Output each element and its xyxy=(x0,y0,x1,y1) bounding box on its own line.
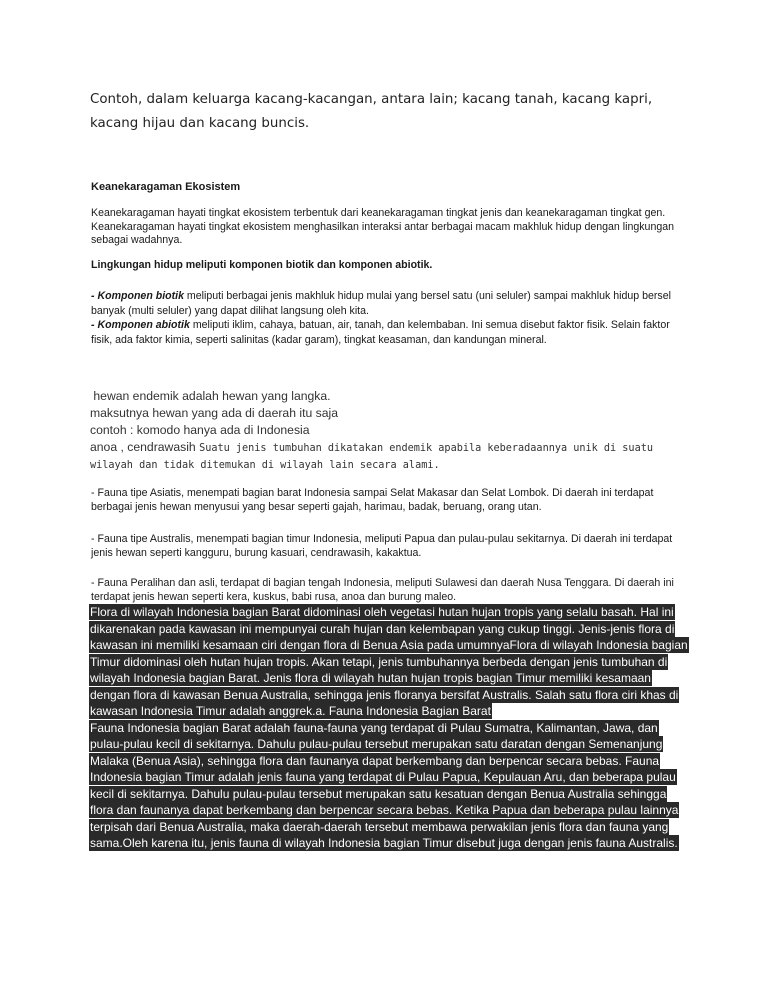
endemik-definition-part-2: wilayah dan tidak ditemukan di wilayah lain secara alami. xyxy=(90,460,440,471)
highlighted-text-2: Fauna Indonesia bagian Barat adalah fauna-fauna yang terdapat di Pulau Sumatra, Kalimantan, Jawa, dan pulau-pulau kecil di sekitarnya. Dahulu pulau-pulau tersebut merupakan satu daratan dengan Semenanjung Malaka (Benua Asia), sehingga flora dan faunanya dapat berkembang dan berpencar secara bebas. Fauna Indonesia bagian Timur adalah jenis fauna yang terdapat di Pulau Papua, Kepulauan Aru, dan beberapa pulau kecil di sekitarnya. Dahulu pulau-pulau tersebut merupakan satu kesatuan dengan Benua Australia sehingga flora dan faunanya dapat berkembang dan berpencar secara bebas. Ketika Papua dan beberapa pulau lainnya terpisah dari Benua Australia, maka daerah-daerah tersebut membawa perwakilan jenis flora dan fauna yang sama.Oleh karena itu, jenis fauna di wilayah Indonesia bagian Timur disebut juga dengan jenis fauna Australis. xyxy=(90,720,679,850)
endemik-block xyxy=(90,388,690,474)
komponen-paragraph xyxy=(91,289,691,347)
section-title: Keanekaragaman Ekosistem xyxy=(91,181,241,193)
endemik-line-3: contoh : komodo hanya ada di Indonesia xyxy=(90,423,310,437)
endemik-line-4-text: anoa , cendrawasih xyxy=(90,440,200,454)
fauna-australis-paragraph: - Fauna tipe Australis, menempati bagian timur Indonesia, meliputi Papua dan pulau-pulau sekitarnya. Di daerah ini terdapat jenis hewan seperti kangguru, burung kasuari, cendrawasih, kakaktua. xyxy=(91,533,673,559)
abiotik-item xyxy=(91,318,691,347)
highlighted-text-1: Flora di wilayah Indonesia bagian Barat didominasi oleh vegetasi hutan hujan tropis yang selalu basah. Hal ini dikarenakan pada kawasan ini mempunyai curah hujan dan kelembapan yang cukup tinggi. Jenis-jenis flora di kawasan ini memiliki kesamaan ciri dengan flora di Benua Asia pada umumnyaFlora di wilayah Indonesia bagian Timur didominasi oleh hutan hujan tropis. Akan tetapi, jenis tumbuhannya berbeda dengan jenis tumbuhan di wilayah Indonesia bagian Barat. Jenis flora di wilayah hutan hujan tropis bagian Timur memiliki kesamaan dengan flora di kawasan Benua Australia, sehingga jenis floranya bersifat Australis. Salah satu flora ciri khas di kawasan Indonesia Timur adalah anggrek.a. Fauna Indonesia Bagian Barat xyxy=(90,605,688,718)
endemik-line-2: maksutnya hewan yang ada di daerah itu saja xyxy=(90,406,338,420)
endemik-definition-part-1: Suatu jenis tumbuhan dikatakan endemik apabila keberadaannya unik di suatu xyxy=(199,443,653,454)
highlighted-text-block xyxy=(89,604,689,852)
endemik-line-1: hewan endemik adalah hewan yang langka. xyxy=(90,389,331,403)
lingkungan-paragraph: Lingkungan hidup meliputi komponen biotik dan komponen abiotik. xyxy=(91,259,433,271)
biotik-label: - Komponen biotik xyxy=(91,290,184,302)
biotik-text: meliputi berbagai jenis makhluk hidup mulai yang bersel satu (uni seluler) sampai makhluk hidup bersel banyak (multi seluler) yang dapat dilihat langsung oleh kita. xyxy=(91,290,671,317)
abiotik-text: meliputi iklim, cahaya, batuan, air, tanah, dan kelembaban. Ini semua disebut faktor fisik. Selain faktor fisik, ada faktor kimia, seperti salinitas (kadar garam), tingkat keasaman, dan kandungan mineral. xyxy=(91,319,670,346)
endemik-line-4 xyxy=(90,439,690,474)
highlighted-paragraph-1 xyxy=(89,604,689,720)
biotik-item xyxy=(91,289,691,318)
fauna-asiatis-paragraph: - Fauna tipe Asiatis, menempati bagian barat Indonesia sampai Selat Makasar dan Selat Lombok. Di daerah ini terdapat berbagai jenis hewan menyusui yang besar seperti gajah, harimau, badak, beruang, orang utan. xyxy=(91,487,654,513)
ekosistem-intro-paragraph: Keanekaragaman hayati tingkat ekosistem terbentuk dari keanekaragaman tingkat jenis dan keanekaragaman tingkat gen. Keanekaragaman hayati tingkat ekosistem menghasilkan interaksi antar berbagai macam makhluk hidup dengan lingkungan sebagai wadahnya. xyxy=(91,207,675,246)
fauna-peralihan-paragraph: - Fauna Peralihan dan asli, terdapat di bagian tengah Indonesia, meliputi Sulawesi dan daerah Nusa Tenggara. Di daerah ini terdapat jenis hewan seperti kera, kuskus, babi rusa, anoa dan burung maleo. xyxy=(91,577,674,603)
highlighted-paragraph-2 xyxy=(89,720,689,852)
document-heading: Contoh, dalam keluarga kacang-kacangan, antara lain; kacang tanah, kacang kapri, kacang hijau dan kacang buncis. xyxy=(90,92,653,131)
abiotik-label: - Komponen abiotik xyxy=(91,319,190,331)
